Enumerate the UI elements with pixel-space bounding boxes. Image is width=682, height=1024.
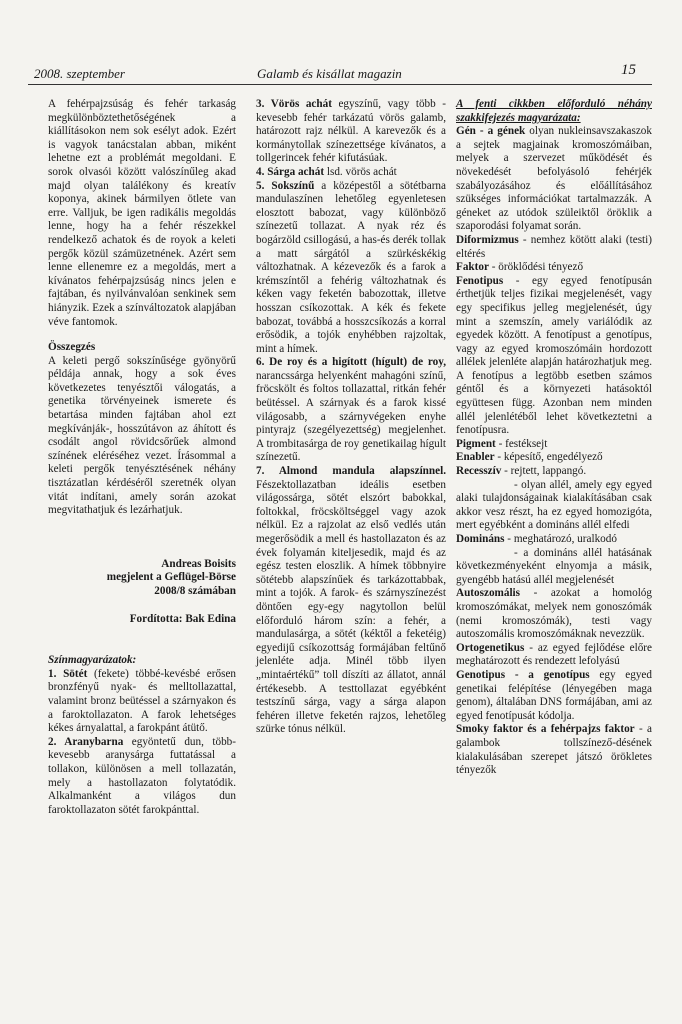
- header-date: 2008. szeptember: [34, 66, 125, 81]
- glossary-dominans: Domináns - meghatározó, uralkodó: [456, 533, 617, 545]
- color-item-6: 6. De roy és a higított (hígult) de roy, narancssárga helyenként mahagóni színű, fröcskölt és foltos tollazattal, ritkán fehér beütéssel. A szárnyak és a farok kissé világosabb, a szárnyvégeken enyhe pintyrajz (szegélyezettség) megjelenhet. A trombitasárga de roy genetikailag hígult színezetű.: [256, 356, 446, 464]
- glossary-recessziv-detail: - olyan allél, amely egy egyed alaki tulajdonságainak kialakításában csak akkor vesz részt, ha ez egyed homozigóta, mert egyébként a domináns allél elfedi: [456, 478, 652, 532]
- header-page-number: 15: [621, 62, 636, 78]
- color-item-5: 5. Sokszínű a középestől a sötétbarna mandulaszínen lehetőleg egyenletesen elosztott babozat, vagy különböző színezetű tollazat. A nyak réz és bogárzöld csillogású, a has-és derék tollak a matt sárgától a szürkéskékig változhatnak. A kézevezők és a farok a krémszíntől a fehérig változhatnak és kéken vagy feketén babozottak, illetve hosszan csíkozottak. A kék és fekete babozat, továbbá a hosszcsíkozás a korral erősödik, a tojók enyhébben rajzoltak, mint a hímek.: [256, 179, 446, 355]
- published-line-1: megjelent a Geflügel-Börse: [106, 571, 236, 584]
- summary-heading: Összegzés: [48, 341, 96, 354]
- intro-paragraph: A fehérpajzsúság és fehér tarkaság megkülönböztethetőségének a kiállításokon nem sok esélyt adok. Ezért is vagyok tanácstalan abban, miként lehetne ezt a problémát megoldani. E sorok olvasói között valószínűleg akad majd olyan találékony és kreatív koponya, akinek bármilyen ötlete van erre. Valljuk, be igen radikális megoldás lenne, hogy ha a fehér részekkel rendelkező achatok és de royok a keleti pergők közül számüzetnének. Azért sem lenne ellenemre ez a megoldás, mert a kívánatos fehérpajzsúság nincs jelen e fajtában, és nyilvánvalóan senkinek sem hiányzik. Ezek a színváltozatok alapjában véve fantomok.: [48, 98, 236, 328]
- glossary-fenotipus: Fenotipus - egy egyed fenotípusán érthetjük teljes fizikai megjelenését, vagy egy specifikus jelleg megjelenését, úgy mint a szemszín, amely variálódik az egyedek között. A fenotípust a genotípus, vagy az egyed kromoszómáin hordozott allélek jelenléte alapján határozhatjuk meg. A fenotípus a legtöbb esetben számos géntől és a környezeti hatásoktól együttesen függ. Azonban nem minden allél jelenlétéből lehet következtetni a fenotípusra.: [456, 274, 652, 437]
- published-line-2: 2008/8 számában: [154, 585, 236, 597]
- color-item-4: 4. Sárga achát lsd. vörös achát: [256, 165, 397, 178]
- summary-paragraph: A keleti pergő sokszínűsége gyönyörű példája annak, hogy a sok éves következetes tenyésztői válogatás, a genetika törvényeinek ismerete és betartása minden fajtában ahol ezt megkívánják-, hosszútávon az áhított és csodált angol rövidcsőrűek almond színének eléréséhez vezet. Írásommal a keleti pergők tenyésztésének néhány tisztázatlan kérdéséről szeretnék olyan vitát indítani, amely során azokat megvitathatjuk és lezárhatjuk.: [48, 354, 236, 517]
- glossary-autoszomalis: Autoszomális - azokat a homológ kromoszómákat, melyek nem gonoszómák (nemi kromoszómák), testi vagy autoszomális kromoszómáknak nevezzük.: [456, 587, 652, 641]
- color-item-2: 2. Aranybarna egyöntetű dun, több-kevesebb aranysárga futtatással a tollakon, különösen a mell tollazatán, mely a hastollazaton folytatódik. Alkalmanként a világos dun faroktollazaton sötét farokpánttal.: [48, 735, 237, 816]
- author-name: Andreas Boisits: [161, 557, 236, 570]
- glossary-ortogenetikus: Ortogenetikus - az egyed fejlődése előre meghatározott és rendezett lefolyású: [456, 641, 652, 668]
- translator-line: Fordította: Bak Edina: [129, 612, 236, 625]
- column-right: [456, 98, 652, 778]
- glossary-recessziv: Recesszív - rejtett, lappangó.: [456, 465, 587, 478]
- header-rule: [28, 84, 652, 85]
- glossary-enabler: Enabler - képesítő, engedélyező: [456, 451, 603, 464]
- page-header: [28, 62, 648, 82]
- color-item-7: 7. Almond mandula alapszínnel. Fészektollazatban ideális esetben világossárga, sötét elszórt babokkal, foltokkal, fröcsköltséggel vagy azok nélkül. Ez a rajzolat az első vedlés után megerősödik a mell és hastollazaton és az évek folyamán kiteljesedik, majd és az egész testen eloszlik. A hímek többnyire sötétebb alapszínűek és tarkázottabbak, mint a tojók. A farok- és szárnyszínezést döntően egy-egy nagytollon belül előforduló három szín: a fehér, a mandulasárga, a sötét (kéktől a feketéig) egyedijű csíkozottság formájában feltűnő jelenléte adja. Minél több ilyen „mintaértékű” toll díszíti az állatot, annál értékesebb. A testtollazat egyébként testszínű sárga, vagy a sárga alapon fehéren illetve feketén rajzos, lehetőleg szürke tónus nélkül.: [256, 465, 446, 736]
- glossary-dominans-detail: - a domináns allél hatásának következményeként elnyomja a másik, gyengébb hatású allél megjelenését: [456, 546, 652, 586]
- glossary-faktor: Faktor - öröklődési tényező: [456, 261, 584, 274]
- glossary-gen: Gén - a gének olyan nukleinsavszakaszok a sejtek magjainak kromoszómáiban, melyek a szervezet működését és növekedését befolyásoló fehérjék szabályozásához és előállításához szükséges információkat tartalmazzák. A géneket az utódok szüleiktől öröklik a szaporodási folyamat során.: [456, 125, 652, 233]
- glossary-diformizmus: Diformizmus - nemhez kötött alaki (testi) eltérés: [456, 233, 652, 260]
- glossary-heading: A fenti cikkben előforduló néhány szakkifejezés magyarázata:: [456, 98, 652, 124]
- header-magazine-title: Galamb és kisállat magazin: [257, 66, 402, 81]
- color-item-3: 3. Vörös achát egyszínű, vagy több - kevesebb fehér tarkázatú vörös galamb, határozott rajz nélkül. A karevezők és a kormánytollak színezettsége kívánatos, a tollgerincek fehér kifutásúak.: [256, 98, 446, 165]
- glossary-genotipus: Genotipus - a genotípus egy egyed genetikai felépítése (lényegében maga genom), általában DNS formájában, ami az egyed fenotípusát kódolja.: [456, 668, 652, 722]
- column-middle: [256, 98, 446, 737]
- column-left: [48, 98, 236, 817]
- color-item-1: 1. Sötét (fekete) többé-kevésbé erősen bronzfényű nyak- és melltollazattal, valamint bronz beütéssel a szárnyakon és a faroktollazaton. A farok lehetséges kékes árnyalattal, a farokpánt átütő.: [48, 667, 236, 735]
- color-glossary-heading: Színmagyarázatok:: [48, 654, 137, 667]
- glossary-smoky: Smoky faktor és a fehérpajzs faktor - a galambok tollszínező-désének kialakulásában szerepet játszó örökletes tényezők: [456, 723, 652, 777]
- glossary-pigment: Pigment - festéksejt: [456, 437, 548, 450]
